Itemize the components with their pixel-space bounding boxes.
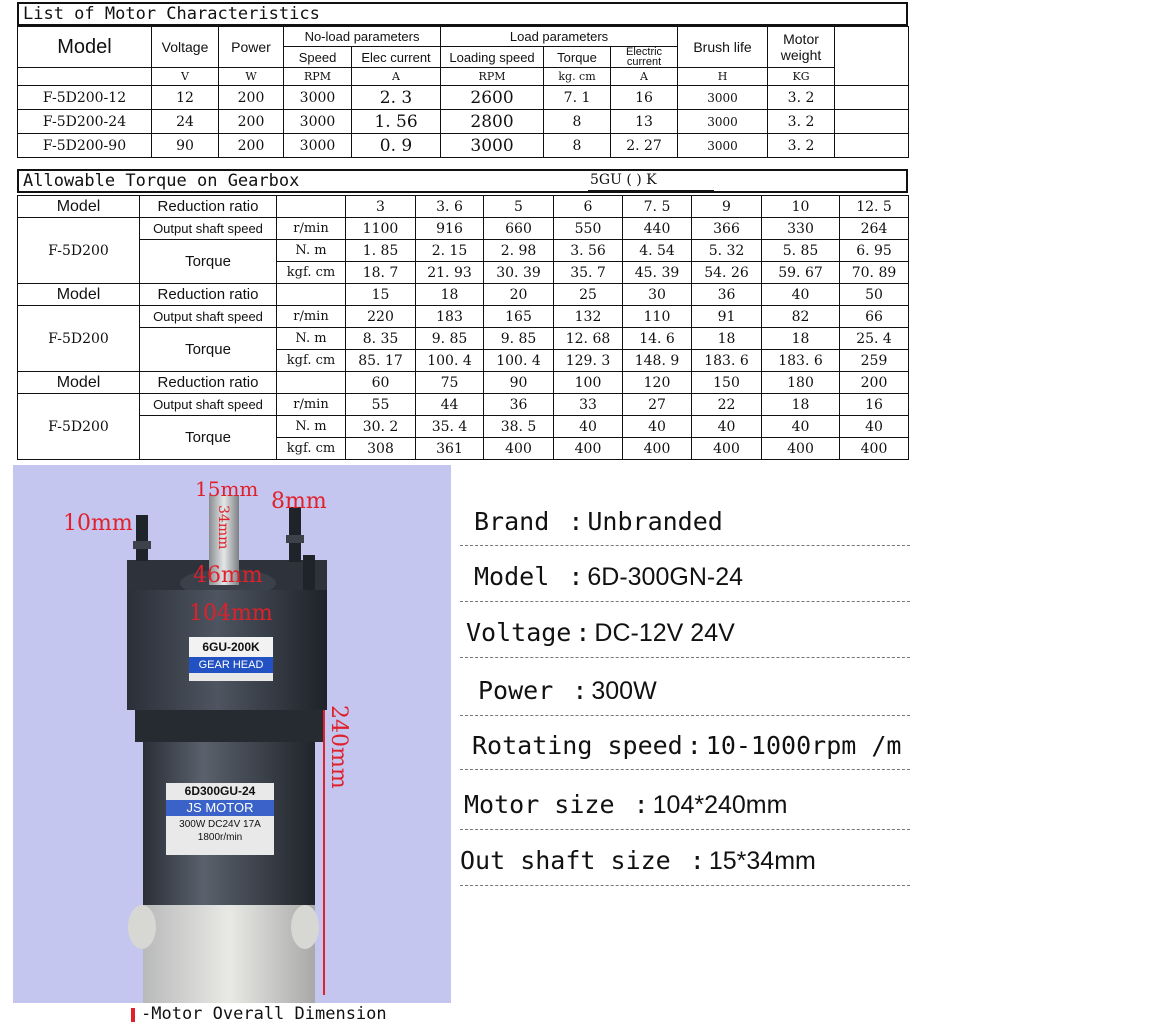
torque-kgf-cell: 70. 89 — [840, 262, 909, 284]
unit-cell: N. m — [277, 416, 346, 438]
cell: 24 — [152, 110, 219, 134]
spec-text — [478, 676, 657, 706]
ratio-cell: 20 — [484, 284, 554, 306]
torque-label: Torque — [140, 240, 277, 284]
speed-cell: 27 — [623, 394, 692, 416]
spec-separator: : — [686, 731, 702, 760]
torque-kgf-cell: 100. 4 — [416, 350, 484, 372]
cell: 200 — [219, 110, 284, 134]
dim-shaft-width: 15mm — [195, 477, 259, 501]
table-row — [18, 328, 909, 350]
unit-cell: r/min — [277, 394, 346, 416]
spec-value: 10-1000rpm /m — [705, 731, 902, 760]
gearbox-torque-table — [17, 195, 909, 460]
cell: F-5D200-90 — [18, 134, 152, 158]
speed-cell: 132 — [554, 306, 623, 328]
torque-kgf-cell: 18. 7 — [346, 262, 416, 284]
dim-body-width: 104mm — [189, 601, 273, 626]
spec-divider — [460, 769, 910, 770]
unit-cell: W — [219, 68, 284, 86]
cell: 3000 — [284, 86, 352, 110]
model-name: F-5D200 — [18, 394, 140, 460]
torque-nm-cell: 40 — [692, 416, 762, 438]
cell: 3000 — [284, 134, 352, 158]
torque-label: Torque — [140, 328, 277, 372]
gearbox-title: Allowable Torque on Gearbox — [17, 169, 908, 193]
unit-cell: A — [611, 68, 678, 86]
speed-cell: 1100 — [346, 218, 416, 240]
speed-cell: 16 — [840, 394, 909, 416]
spec-divider — [460, 545, 910, 546]
torque-nm-cell: 30. 2 — [346, 416, 416, 438]
torque-kgf-cell: 100. 4 — [484, 350, 554, 372]
spec-text — [474, 507, 723, 536]
speed-cell: 660 — [484, 218, 554, 240]
table-row — [18, 372, 909, 394]
reduction-ratio-label: Reduction ratio — [140, 284, 277, 306]
cell: F-5D200-12 — [18, 86, 152, 110]
torque-kgf-cell: 35. 7 — [554, 262, 623, 284]
torque-kgf-cell: 308 — [346, 438, 416, 460]
ratio-cell: 180 — [762, 372, 840, 394]
speed-cell: 110 — [623, 306, 692, 328]
torque-kgf-cell: 361 — [416, 438, 484, 460]
gear-label-model: 6GU-200K — [202, 640, 260, 654]
table-row — [18, 394, 909, 416]
unit-cell: V — [152, 68, 219, 86]
ratio-cell: 7. 5 — [623, 196, 692, 218]
unit-cell: RPM — [284, 68, 352, 86]
ratio-cell: 40 — [762, 284, 840, 306]
torque-kgf-cell: 59. 67 — [762, 262, 840, 284]
torque-nm-cell: 40 — [762, 416, 840, 438]
spec-text — [472, 731, 901, 760]
header-electric-current: Electric current — [611, 47, 678, 68]
spec-text — [460, 846, 816, 876]
motor-label-line2: 1800r/min — [197, 832, 243, 843]
header-voltage: Voltage — [152, 27, 219, 68]
torque-kgf-cell: 54. 26 — [692, 262, 762, 284]
empty-cell — [277, 284, 346, 306]
unit-cell: H — [678, 68, 768, 86]
speed-cell: 44 — [416, 394, 484, 416]
speed-cell: 264 — [840, 218, 909, 240]
cell: 200 — [219, 86, 284, 110]
torque-nm-cell: 8. 35 — [346, 328, 416, 350]
header-torque: Torque — [544, 47, 611, 68]
cell: 7. 1 — [544, 86, 611, 110]
ratio-cell: 120 — [623, 372, 692, 394]
header-load: Load parameters — [441, 27, 678, 47]
table-row — [18, 416, 909, 438]
spec-row — [460, 492, 910, 546]
caption-marker — [131, 1008, 135, 1022]
unit-cell: A — [352, 68, 441, 86]
torque-nm-cell: 2. 15 — [416, 240, 484, 262]
ratio-cell: 75 — [416, 372, 484, 394]
torque-nm-cell: 1. 85 — [346, 240, 416, 262]
spec-separator: : — [572, 676, 588, 705]
spec-separator: : — [689, 846, 705, 875]
torque-kgf-cell: 400 — [554, 438, 623, 460]
model-label: Model — [18, 284, 140, 306]
gear-label-sub: GEAR HEAD — [198, 659, 264, 671]
dim-bolt: 8mm — [271, 489, 327, 514]
ratio-cell: 25 — [554, 284, 623, 306]
motor-label-line1: 300W DC24V 17A — [179, 819, 261, 830]
ratio-cell: 100 — [554, 372, 623, 394]
header-loading-speed: Loading speed — [441, 47, 544, 68]
speed-cell: 366 — [692, 218, 762, 240]
cell: 8 — [544, 134, 611, 158]
unit-cell: r/min — [277, 306, 346, 328]
cell: 200 — [219, 134, 284, 158]
spec-value: 300W — [591, 677, 657, 705]
spec-key: Motor size — [464, 790, 630, 819]
torque-label: Torque — [140, 416, 277, 460]
speed-cell: 55 — [346, 394, 416, 416]
ratio-cell: 10 — [762, 196, 840, 218]
output-speed-label: Output shaft speed — [140, 306, 277, 328]
cell: 8 — [544, 110, 611, 134]
spec-key: Power — [478, 676, 569, 705]
model-label: Model — [18, 372, 140, 394]
spec-row — [460, 832, 910, 886]
speed-cell: 91 — [692, 306, 762, 328]
model-label: Model — [18, 196, 140, 218]
cell: 3000 — [678, 134, 768, 158]
unit-cell: kgf. cm — [277, 350, 346, 372]
header-model: Model — [18, 27, 152, 68]
motor-drawing — [13, 465, 451, 1003]
torque-kgf-cell: 148. 9 — [623, 350, 692, 372]
empty-cell — [277, 196, 346, 218]
ratio-cell: 3. 6 — [416, 196, 484, 218]
photo-caption: -Motor Overall Dimension — [141, 1004, 387, 1024]
torque-nm-cell: 38. 5 — [484, 416, 554, 438]
torque-kgf-cell: 400 — [623, 438, 692, 460]
torque-nm-cell: 18 — [762, 328, 840, 350]
spec-row — [460, 604, 910, 658]
torque-kgf-cell: 183. 6 — [692, 350, 762, 372]
spec-separator: : — [633, 790, 649, 819]
ratio-cell: 15 — [346, 284, 416, 306]
torque-nm-cell: 40 — [840, 416, 909, 438]
speed-cell: 36 — [484, 394, 554, 416]
torque-nm-cell: 9. 85 — [416, 328, 484, 350]
unit-cell: kgf. cm — [277, 262, 346, 284]
spec-value: 15*34mm — [708, 847, 816, 875]
torque-kgf-cell: 129. 3 — [554, 350, 623, 372]
unit-cell: N. m — [277, 328, 346, 350]
output-speed-label: Output shaft speed — [140, 394, 277, 416]
speed-cell: 66 — [840, 306, 909, 328]
unit-cell: RPM — [441, 68, 544, 86]
motor-label-brand: JS MOTOR — [186, 800, 254, 815]
ratio-cell: 5 — [484, 196, 554, 218]
dim-pilot: 46mm — [193, 563, 263, 588]
speed-cell: 82 — [762, 306, 840, 328]
speed-cell: 330 — [762, 218, 840, 240]
table-row — [18, 86, 909, 110]
header-no-load: No-load parameters — [284, 27, 441, 47]
torque-kgf-cell: 400 — [840, 438, 909, 460]
unit-cell: N. m — [277, 240, 346, 262]
cell: 13 — [611, 110, 678, 134]
torque-nm-cell: 5. 32 — [692, 240, 762, 262]
spec-text — [474, 562, 743, 592]
motor-photo — [13, 465, 451, 1003]
ratio-cell: 18 — [416, 284, 484, 306]
torque-nm-cell: 40 — [623, 416, 692, 438]
torque-kgf-cell: 183. 6 — [762, 350, 840, 372]
header-brush-life: Brush life — [678, 27, 768, 68]
cell: 2800 — [441, 110, 544, 134]
header-motor-weight: Motor weight — [768, 27, 835, 68]
spec-value: DC-12V 24V — [594, 619, 735, 647]
cell: 90 — [152, 134, 219, 158]
torque-kgf-cell: 30. 39 — [484, 262, 554, 284]
torque-nm-cell: 2. 98 — [484, 240, 554, 262]
speed-cell: 33 — [554, 394, 623, 416]
torque-nm-cell: 14. 6 — [623, 328, 692, 350]
cell — [835, 110, 909, 134]
ratio-cell: 36 — [692, 284, 762, 306]
torque-nm-cell: 6. 95 — [840, 240, 909, 262]
speed-cell: 18 — [762, 394, 840, 416]
spec-key: Out shaft size — [460, 846, 686, 875]
cell: 3. 2 — [768, 86, 835, 110]
cell: 12 — [152, 86, 219, 110]
cell: 2. 27 — [611, 134, 678, 158]
unit-cell — [18, 68, 152, 86]
torque-nm-cell: 12. 68 — [554, 328, 623, 350]
header-speed: Speed — [284, 47, 352, 68]
dim-height: 240mm — [326, 705, 351, 789]
torque-nm-cell: 35. 4 — [416, 416, 484, 438]
cell: 3000 — [678, 86, 768, 110]
unit-cell: KG — [768, 68, 835, 86]
speed-cell: 22 — [692, 394, 762, 416]
torque-nm-cell: 9. 85 — [484, 328, 554, 350]
torque-kgf-cell: 45. 39 — [623, 262, 692, 284]
reduction-ratio-label: Reduction ratio — [140, 196, 277, 218]
ratio-cell: 200 — [840, 372, 909, 394]
speed-cell: 220 — [346, 306, 416, 328]
spec-row — [460, 548, 910, 602]
spec-divider — [460, 829, 910, 830]
spec-row — [460, 662, 910, 716]
ratio-cell: 3 — [346, 196, 416, 218]
speed-cell: 440 — [623, 218, 692, 240]
cell: 3000 — [441, 134, 544, 158]
torque-nm-cell: 25. 4 — [840, 328, 909, 350]
motor-label-model: 6D300GU-24 — [184, 784, 256, 798]
spec-key: Brand — [474, 507, 565, 536]
spec-value: 104*240mm — [652, 791, 788, 819]
output-speed-label: Output shaft speed — [140, 218, 277, 240]
empty-cell — [277, 372, 346, 394]
spec-separator: : — [575, 618, 591, 647]
cell: 0. 9 — [352, 134, 441, 158]
cell: 16 — [611, 86, 678, 110]
empty-cell — [835, 27, 909, 86]
ratio-cell: 90 — [484, 372, 554, 394]
spec-separator: : — [568, 507, 584, 536]
spec-row — [460, 716, 910, 770]
table-row — [18, 134, 909, 158]
cell: 3. 2 — [768, 110, 835, 134]
cell: 3000 — [678, 110, 768, 134]
unit-cell: kg. cm — [544, 68, 611, 86]
spec-text — [464, 790, 787, 820]
torque-nm-cell: 5. 85 — [762, 240, 840, 262]
torque-nm-cell: 40 — [554, 416, 623, 438]
torque-nm-cell: 3. 56 — [554, 240, 623, 262]
gearbox-code-underline — [588, 190, 714, 192]
table-row — [18, 306, 909, 328]
torque-kgf-cell: 85. 17 — [346, 350, 416, 372]
unit-cell: kgf. cm — [277, 438, 346, 460]
torque-nm-cell: 18 — [692, 328, 762, 350]
torque-kgf-cell: 400 — [484, 438, 554, 460]
header-power: Power — [219, 27, 284, 68]
ratio-cell: 30 — [623, 284, 692, 306]
torque-kgf-cell: 400 — [692, 438, 762, 460]
table-row — [18, 284, 909, 306]
spec-key: Voltage — [466, 618, 572, 647]
ratio-cell: 60 — [346, 372, 416, 394]
ratio-cell: 9 — [692, 196, 762, 218]
table-row — [18, 240, 909, 262]
spec-divider — [460, 885, 910, 886]
cell: 2600 — [441, 86, 544, 110]
cell: 2. 3 — [352, 86, 441, 110]
speed-cell: 165 — [484, 306, 554, 328]
torque-kgf-cell: 259 — [840, 350, 909, 372]
dim-shaft-length: 34mm — [215, 505, 231, 550]
gearbox-code: 5GU ( ) K — [590, 172, 657, 188]
model-name: F-5D200 — [18, 306, 140, 372]
cell — [835, 134, 909, 158]
spec-divider — [460, 601, 910, 602]
unit-cell: r/min — [277, 218, 346, 240]
cell: 1. 56 — [352, 110, 441, 134]
motor-characteristics-title: List of Motor Characteristics — [17, 2, 908, 26]
ratio-cell: 150 — [692, 372, 762, 394]
speed-cell: 550 — [554, 218, 623, 240]
speed-cell: 183 — [416, 306, 484, 328]
ratio-cell: 50 — [840, 284, 909, 306]
cell — [835, 86, 909, 110]
spec-key: Model — [474, 562, 565, 591]
table-row — [18, 196, 909, 218]
ratio-cell: 12. 5 — [840, 196, 909, 218]
cell: F-5D200-24 — [18, 110, 152, 134]
table-row — [18, 110, 909, 134]
torque-nm-cell: 4. 54 — [623, 240, 692, 262]
reduction-ratio-label: Reduction ratio — [140, 372, 277, 394]
spec-value: Unbranded — [587, 507, 723, 536]
cell: 3. 2 — [768, 134, 835, 158]
spec-key: Rotating speed — [472, 731, 683, 760]
header-elec-current: Elec current — [352, 47, 441, 68]
dim-flange-side: 10mm — [63, 511, 133, 536]
spec-text — [466, 618, 735, 648]
table-row — [18, 218, 909, 240]
motor-characteristics-table — [17, 26, 909, 158]
torque-kgf-cell: 21. 93 — [416, 262, 484, 284]
spec-separator: : — [568, 562, 584, 591]
spec-value: 6D-300GN-24 — [587, 563, 744, 591]
spec-row — [460, 776, 910, 830]
speed-cell: 916 — [416, 218, 484, 240]
torque-kgf-cell: 400 — [762, 438, 840, 460]
model-name: F-5D200 — [18, 218, 140, 284]
ratio-cell: 6 — [554, 196, 623, 218]
spec-divider — [460, 657, 910, 658]
cell: 3000 — [284, 110, 352, 134]
